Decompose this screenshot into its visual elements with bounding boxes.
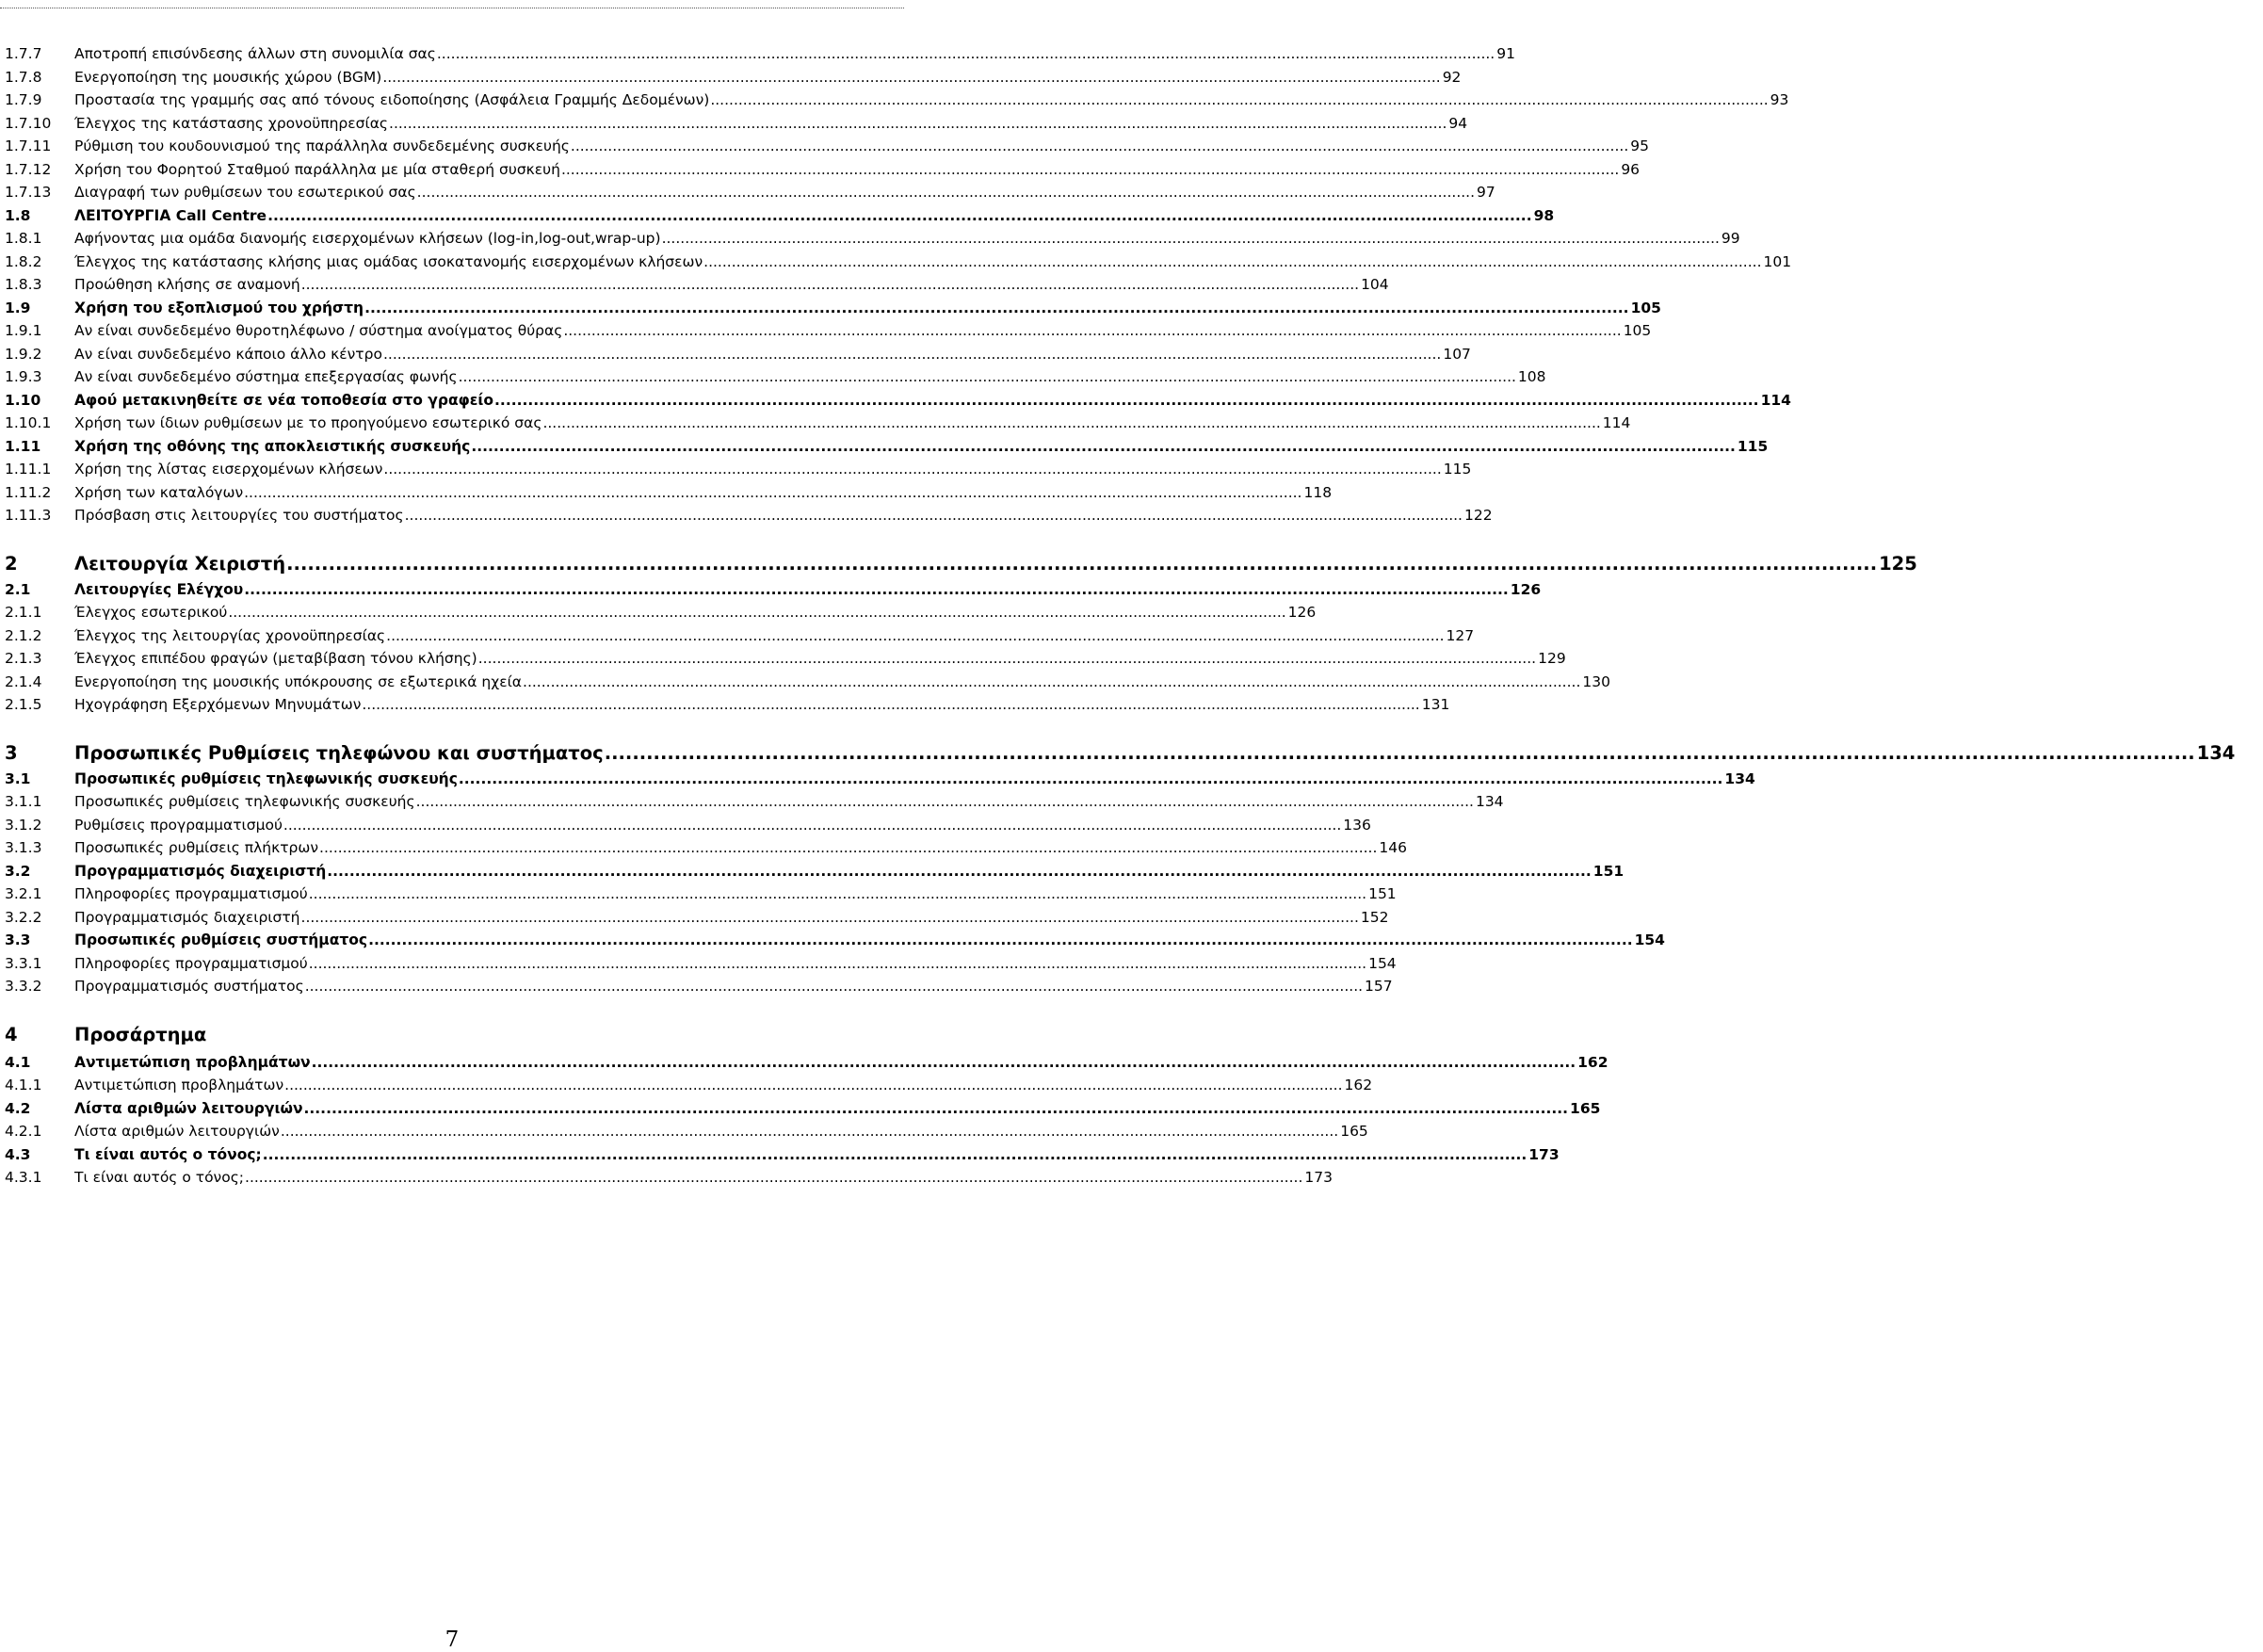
toc-entry-row[interactable]	[5, 601, 1317, 624]
toc-entry-title: Έλεγχος εσωτερικού	[74, 604, 228, 621]
toc-entry-page: 92	[1442, 68, 1462, 86]
toc-entry-title: ΛΕΙΤΟΥΡΓΙΑ Call Centre	[74, 206, 267, 224]
toc-entry-title: Έλεγχος επιπέδου φραγών (μεταβίβαση τόνου κλήσης)	[74, 650, 477, 667]
chapter-spacer	[5, 527, 899, 550]
toc-entry-page: 134	[2196, 741, 2236, 764]
toc-entry-page: 98	[1533, 206, 1555, 224]
toc-entry-page: 101	[1763, 252, 1792, 270]
toc-entry-page: 165	[1570, 1099, 1601, 1117]
toc-entry-row[interactable]	[5, 319, 1652, 343]
toc-entry-page: 173	[1528, 1145, 1560, 1163]
toc-section-row[interactable]	[5, 1143, 1560, 1167]
toc-entry-page: 104	[1361, 276, 1389, 293]
toc-entry-row[interactable]	[5, 458, 1472, 481]
toc-entry-row[interactable]	[5, 671, 1610, 694]
toc-entry-page: 134	[1475, 793, 1504, 810]
toc-entry-row[interactable]	[5, 181, 1495, 204]
toc-dot-leader	[561, 158, 1619, 182]
toc-entry-number: 3.1	[5, 769, 31, 787]
toc-dot-leader	[263, 1143, 1528, 1167]
toc-entry-page: 146	[1379, 839, 1407, 856]
toc-entry-page: 93	[1770, 91, 1789, 108]
toc-entry-page: 95	[1630, 138, 1649, 154]
toc-entry-title: Έλεγχος της κατάστασης κλήσης μιας ομάδας ισοκατανομής εισερχομένων κλήσεων	[74, 252, 703, 270]
toc-entry-title: Ενεργοποίηση της μουσικής υπόκρουσης σε εξωτερικά ηχεία	[74, 672, 523, 690]
toc-dot-leader	[309, 883, 1366, 906]
toc-entry-title: Πληροφορίες προγραμματισμού	[74, 954, 308, 972]
toc-section-row[interactable]	[5, 768, 1755, 791]
toc-dot-leader	[312, 1051, 1576, 1075]
toc-entry-title: Λειτουργίες Ελέγχου	[74, 580, 244, 598]
toc-entry-title: Χρήση της οθόνης της αποκλειστικής συσκευής	[74, 437, 471, 455]
toc-entry-number: 3.1.2	[5, 816, 42, 834]
toc-entry-title: Λίστα αριθμών λειτουργιών	[74, 1123, 280, 1140]
toc-dot-leader	[389, 112, 1447, 136]
toc-entry-number: 2	[5, 552, 18, 575]
toc-entry-row[interactable]	[5, 343, 1471, 366]
toc-entry-title: Προγραμματισμός διαχειριστή	[74, 908, 300, 926]
toc-entry-number: 1.11.2	[5, 483, 52, 501]
toc-dot-leader	[305, 975, 1363, 998]
toc-entry-number: 4.1.1	[5, 1077, 42, 1093]
toc-entry-number: 1.9.1	[5, 322, 42, 339]
toc-entry-title: Χρήση των ίδιων ρυθμίσεων με το προηγούμενο εσωτερικό σας	[74, 414, 542, 431]
toc-entry-number: 1.7.11	[5, 138, 52, 154]
toc-section-row[interactable]	[5, 929, 1665, 952]
toc-entry-number: 3.2.1	[5, 885, 42, 902]
toc-entry-number: 1.7.8	[5, 68, 42, 86]
toc-entry-title: Προσωπικές ρυθμίσεις τηλεφωνικής συσκευής	[74, 769, 458, 787]
toc-entry-page: 151	[1592, 862, 1625, 880]
toc-dot-leader	[245, 1166, 1302, 1190]
toc-entry-page: 114	[1760, 391, 1791, 409]
toc-dot-leader	[364, 297, 1629, 320]
toc-entry-number: 1.10.1	[5, 414, 52, 431]
toc-entry-number: 1.10	[5, 391, 41, 409]
toc-entry-page: 154	[1634, 931, 1665, 948]
toc-dot-leader	[417, 181, 1475, 204]
toc-dot-leader	[710, 89, 1768, 112]
toc-entry-row[interactable]	[5, 227, 1740, 251]
page-number: 7	[445, 1628, 460, 1652]
toc-entry-number: 1.11	[5, 437, 41, 455]
toc-entry-page: 122	[1463, 507, 1493, 524]
toc-entry-row[interactable]	[5, 42, 1515, 66]
toc-entry-page: 157	[1365, 978, 1393, 995]
toc-entry-title: Χρήση των καταλόγων	[74, 483, 244, 501]
toc-dot-leader	[494, 389, 1759, 413]
toc-section-row[interactable]	[5, 1097, 1601, 1121]
toc-entry-title: Έλεγχος της κατάστασης χρονοϋπηρεσίας	[74, 114, 389, 132]
toc-dot-leader	[563, 319, 1621, 343]
toc-entry-row[interactable]	[5, 89, 1789, 112]
toc-dot-leader	[478, 647, 1536, 671]
toc-chapter-row[interactable]	[5, 550, 1917, 578]
toc-entry-page: 151	[1368, 885, 1397, 902]
toc-entry-row[interactable]	[5, 412, 1631, 435]
toc-entry-title: Προώθηση κλήσης σε αναμονή	[74, 276, 300, 293]
toc-entry-row[interactable]	[5, 814, 1371, 837]
toc-entry-page: 134	[1724, 769, 1755, 787]
toc-section-row[interactable]	[5, 204, 1555, 228]
toc-entry-row[interactable]	[5, 504, 1493, 527]
toc-dot-leader	[437, 42, 1495, 66]
toc-dot-leader	[309, 952, 1366, 976]
toc-entry-row[interactable]	[5, 1120, 1368, 1143]
toc-entry-row[interactable]	[5, 481, 1333, 505]
chapter-spacer	[5, 717, 899, 739]
toc-dot-leader	[362, 693, 1419, 717]
toc-dot-leader	[571, 135, 1628, 158]
toc-entry-title: Λειτουργία Χειριστή	[74, 552, 286, 575]
toc-entry-page: 108	[1517, 368, 1546, 385]
toc-entry-number: 2.1.5	[5, 696, 42, 713]
toc-entry-title: Έλεγχος της λειτουργίας χρονοϋπηρεσίας	[74, 626, 386, 644]
toc-entry-row[interactable]	[5, 112, 1468, 136]
toc-entry-page: 107	[1443, 345, 1471, 363]
toc-entry-title: Προσάρτημα	[74, 1023, 207, 1045]
toc-entry-row[interactable]	[5, 647, 1566, 671]
toc-dot-leader	[283, 814, 1341, 837]
toc-entry-number: 2.1.1	[5, 604, 42, 621]
toc-entry-number: 3.3	[5, 931, 31, 948]
toc-entry-title: Προσωπικές Ρυθμίσεις τηλεφώνου και συστήματος	[74, 741, 604, 764]
toc-entry-row[interactable]	[5, 624, 1475, 648]
toc-entry-title: Αν είναι συνδεδεμένο κάποιο άλλο κέντρο	[74, 345, 382, 363]
toc-entry-page: 105	[1630, 299, 1661, 316]
toc-entry-page: 165	[1340, 1123, 1368, 1140]
toc-entry-page: 154	[1368, 954, 1397, 972]
toc-entry-number: 4.2	[5, 1099, 31, 1117]
toc-entry-title: Λίστα αριθμών λειτουργιών	[74, 1099, 303, 1117]
toc-entry-number: 1.8.2	[5, 252, 42, 270]
toc-entry-row[interactable]	[5, 158, 1641, 182]
toc-entry-title: Ρυθμίσεις προγραμματισμού	[74, 816, 283, 834]
toc-entry-title: Πληροφορίες προγραμματισμού	[74, 885, 308, 902]
toc-entry-number: 1.11.3	[5, 507, 52, 524]
toc-entry-page: 105	[1623, 322, 1652, 339]
toc-dot-leader	[386, 624, 1444, 648]
toc-entry-page: 114	[1602, 414, 1631, 431]
toc-dot-leader	[286, 550, 1877, 578]
toc-entry-number: 3.2.2	[5, 908, 42, 926]
toc-dot-leader	[382, 66, 1440, 89]
toc-entry-number: 1.9.3	[5, 368, 42, 385]
toc-entry-page: 91	[1496, 45, 1515, 62]
toc-chapter-row[interactable]	[5, 739, 2236, 768]
toc-entry-page: 136	[1343, 816, 1371, 834]
toc-entry-page: 118	[1303, 483, 1333, 501]
toc-entry-row[interactable]	[5, 790, 1504, 814]
toc-entry-number: 1.7.9	[5, 91, 42, 108]
toc-entry-number: 1.7.7	[5, 45, 42, 62]
toc-entry-title: Διαγραφή των ρυθμίσεων του εσωτερικού σας	[74, 184, 416, 201]
toc-entry-page: 126	[1287, 604, 1317, 621]
toc-entry-page: 130	[1582, 672, 1610, 690]
toc-entry-number: 3.3.1	[5, 954, 42, 972]
toc-dot-leader	[228, 601, 1285, 624]
toc-section-row[interactable]	[5, 578, 1542, 602]
toc-dot-leader	[267, 204, 1532, 228]
toc-dot-leader	[459, 768, 1723, 791]
toc-entry-number: 3.1.3	[5, 839, 42, 856]
toc-entry-number: 4	[5, 1023, 18, 1045]
toc-dot-leader	[416, 790, 1474, 814]
toc-entry-number: 1.8.3	[5, 276, 42, 293]
toc-entry-title: Χρήση του Φορητού Σταθμού παράλληλα με μία σταθερή συσκευή	[74, 160, 560, 178]
toc-entry-page: 129	[1538, 650, 1566, 667]
toc-dot-leader	[383, 343, 1441, 366]
toc-entry-title: Αν είναι συνδεδεμένο θυροτηλέφωνο / σύστημα ανοίγματος θύρας	[74, 322, 563, 339]
toc-entry-page: 152	[1360, 908, 1389, 926]
toc-entry-number: 3	[5, 741, 18, 764]
toc-dot-leader	[459, 365, 1516, 389]
toc-entry-page: 173	[1304, 1169, 1333, 1186]
toc-entry-row[interactable]	[5, 251, 1792, 274]
toc-entry-row[interactable]	[5, 952, 1397, 976]
toc-entry-number: 2.1.2	[5, 626, 42, 644]
toc-entry-page: 97	[1477, 184, 1495, 201]
toc-dot-leader	[662, 227, 1720, 251]
toc-dot-leader	[301, 273, 1359, 297]
toc-entry-title: Ενεργοποίηση της μουσικής χώρου (BGM)	[74, 68, 382, 86]
toc-dot-leader	[523, 671, 1580, 694]
toc-entry-title: Ηχογράφηση Εξερχόμενων Μηνυμάτων	[74, 696, 362, 713]
toc-entry-page: 115	[1443, 461, 1472, 478]
toc-entry-number: 1.7.12	[5, 160, 52, 178]
toc-entry-number: 2.1	[5, 580, 31, 598]
toc-dot-leader	[284, 1074, 1342, 1097]
toc-dot-leader	[368, 929, 1633, 952]
toc-dot-leader	[471, 435, 1736, 459]
toc-section-row[interactable]	[5, 389, 1791, 413]
toc-entry-title: Τι είναι αυτός ο τόνος;	[74, 1145, 262, 1163]
chapter-spacer	[5, 998, 899, 1021]
toc-entry-row[interactable]	[5, 1166, 1333, 1190]
toc-section-row[interactable]	[5, 860, 1625, 883]
toc-dot-leader	[281, 1120, 1338, 1143]
toc-entry-page: 162	[1577, 1053, 1608, 1071]
toc-entry-page: 126	[1510, 580, 1542, 598]
toc-dot-leader	[703, 251, 1761, 274]
toc-dot-leader	[244, 578, 1509, 602]
toc-entry-title: Αντιμετώπιση προβλημάτων	[74, 1077, 284, 1093]
toc-entry-number: 1.9.2	[5, 345, 42, 363]
toc-entry-number: 4.3	[5, 1145, 31, 1163]
toc-entry-row[interactable]	[5, 693, 1450, 717]
toc-entry-row[interactable]	[5, 975, 1393, 998]
toc-dot-leader	[542, 412, 1600, 435]
toc-entry-page: 127	[1446, 626, 1475, 644]
toc-entry-page: 96	[1621, 160, 1641, 178]
toc-entry-page: 99	[1721, 230, 1740, 247]
toc-entry-title: Προσωπικές ρυθμίσεις συστήματος	[74, 931, 368, 948]
toc-entry-number: 4.3.1	[5, 1169, 42, 1186]
toc-entry-row[interactable]	[5, 273, 1389, 297]
toc-entry-page: 115	[1737, 437, 1769, 455]
toc-dot-leader	[405, 504, 1463, 527]
toc-entry-title: Χρήση της λίστας εισερχομένων κλήσεων	[74, 461, 383, 478]
toc-entry-title: Αντιμετώπιση προβλημάτων	[74, 1053, 311, 1071]
toc-entry-row[interactable]	[5, 906, 1389, 930]
toc-dot-leader	[244, 481, 1301, 505]
toc-entry-title: Τι είναι αυτός ο τόνος;	[74, 1169, 245, 1186]
toc-dot-leader	[319, 836, 1377, 860]
toc-entry-title: Προστασία της γραμμής σας από τόνους ειδοποίησης (Ασφάλεια Γραμμής Δεδομένων)	[74, 91, 710, 108]
toc-entry-number: 3.2	[5, 862, 31, 880]
toc-entry-title: Προσωπικές ρυθμίσεις πλήκτρων	[74, 839, 319, 856]
toc-entry-number: 1.7.10	[5, 114, 52, 132]
toc-entry-title: Αφήνοντας μια ομάδα διανομής εισερχομένων κλήσεων (log-in,log-out,wrap-up)	[74, 230, 661, 247]
toc-entry-row[interactable]	[5, 365, 1546, 389]
toc-entry-page: 131	[1421, 696, 1450, 713]
toc-entry-row[interactable]	[5, 135, 1649, 158]
toc-entry-number: 1.8.1	[5, 230, 42, 247]
toc-entry-title: Προσωπικές ρυθμίσεις τηλεφωνικής συσκευής	[74, 793, 415, 810]
toc-section-row[interactable]	[5, 435, 1769, 459]
toc-entry-title: Πρόσβαση στις λειτουργίες του συστήματος	[74, 507, 404, 524]
toc-entry-number: 2.1.4	[5, 672, 42, 690]
toc-entry-title: Χρήση του εξοπλισμού του χρήστη	[74, 299, 364, 316]
toc-entry-number: 3.3.2	[5, 978, 42, 995]
toc-section-row[interactable]	[5, 1051, 1608, 1075]
toc-section-row[interactable]	[5, 297, 1661, 320]
toc-entry-page: 162	[1344, 1077, 1373, 1093]
table-of-contents	[5, 42, 2236, 1190]
toc-entry-number: 1.11.1	[5, 461, 52, 478]
toc-entry-number: 1.7.13	[5, 184, 52, 201]
toc-chapter-row[interactable]	[5, 1021, 899, 1049]
toc-entry-title: Ρύθμιση του κουδουνισμού της παράλληλα συνδεδεμένης συσκευής	[74, 138, 570, 154]
toc-entry-row[interactable]	[5, 66, 1462, 89]
toc-dot-leader	[301, 906, 1359, 930]
toc-dot-leader	[383, 458, 1441, 481]
toc-entry-row[interactable]	[5, 1074, 1373, 1097]
toc-entry-row[interactable]	[5, 883, 1397, 906]
toc-entry-number: 2.1.3	[5, 650, 42, 667]
toc-entry-number: 3.1.1	[5, 793, 42, 810]
toc-entry-row[interactable]	[5, 836, 1407, 860]
toc-dot-leader	[304, 1097, 1569, 1121]
toc-entry-number: 4.1	[5, 1053, 31, 1071]
toc-dot-leader	[605, 739, 2195, 768]
toc-entry-number: 1.9	[5, 299, 31, 316]
toc-entry-number: 1.8	[5, 206, 31, 224]
toc-entry-title: Αποτροπή επισύνδεσης άλλων στη συνομιλία σας	[74, 45, 436, 62]
toc-entry-title: Προγραμματισμός συστήματος	[74, 978, 304, 995]
toc-entry-page: 125	[1879, 552, 1917, 575]
toc-entry-title: Προγραμματισμός διαχειριστή	[74, 862, 327, 880]
toc-entry-number: 4.2.1	[5, 1123, 42, 1140]
toc-entry-page: 94	[1448, 114, 1468, 132]
toc-dot-leader	[327, 860, 1592, 883]
toc-entry-title: Αφού μετακινηθείτε σε νέα τοποθεσία στο γραφείο	[74, 391, 494, 409]
toc-entry-title: Αν είναι συνδεδεμένο σύστημα επεξεργασίας φωνής	[74, 368, 458, 385]
